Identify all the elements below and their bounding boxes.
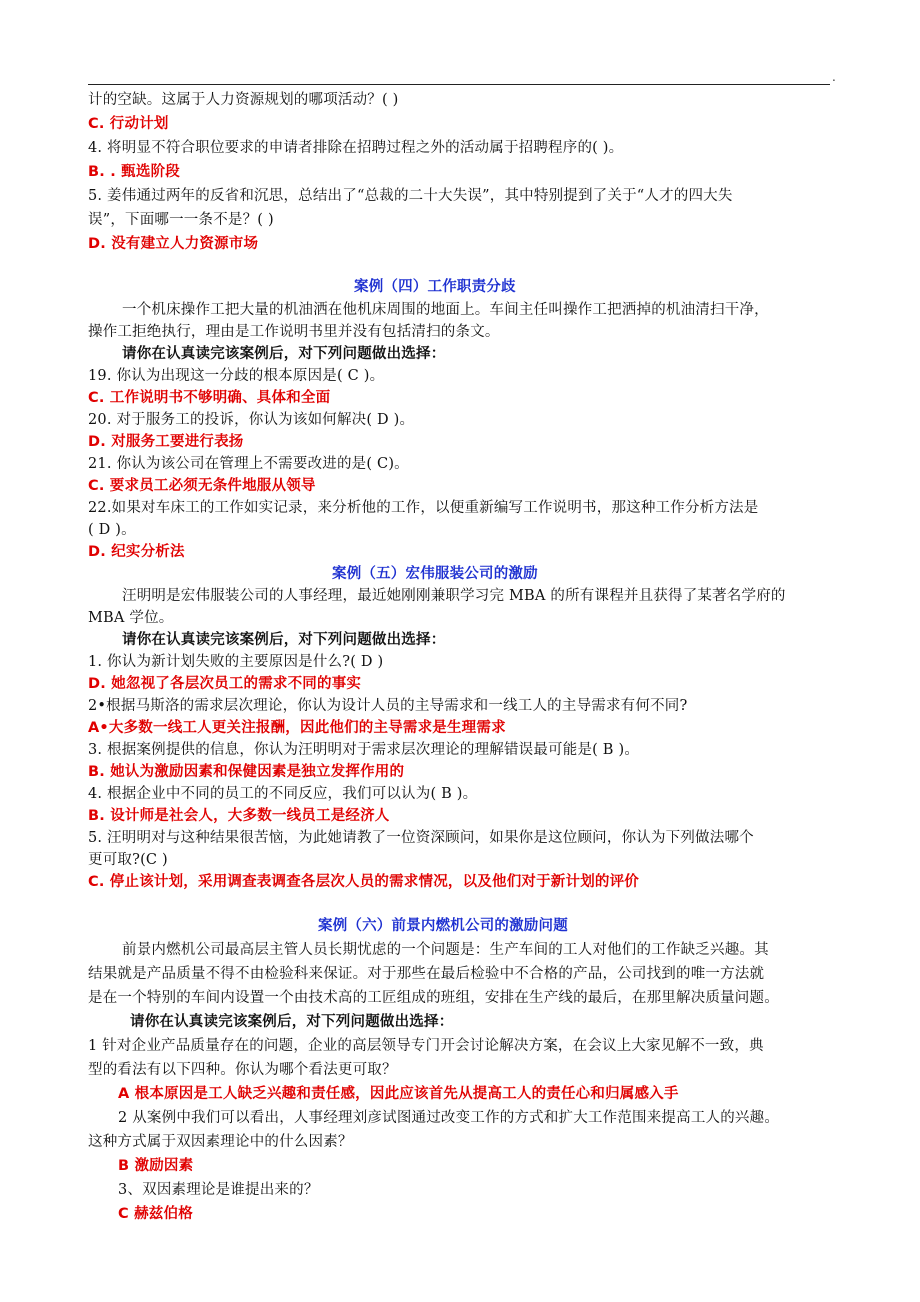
question-text: 更可取?(C ) — [88, 852, 168, 868]
answer-text: C. 行动计划 — [88, 116, 169, 132]
answer-text: D. 没有建立人力资源市场 — [88, 236, 259, 252]
answer-text: B. 设计师是社会人，大多数一线员工是经济人 — [88, 808, 390, 824]
question-text: ( D )。 — [88, 522, 136, 538]
question-text: 计的空缺。这属于人力资源规划的哪项活动？( ) — [88, 92, 399, 108]
question-text: 21. 你认为该公司在管理上不需要改进的是( C)。 — [88, 456, 409, 472]
case-title: 案例（四）工作职责分歧 — [354, 279, 516, 295]
answer-text: D. 对服务工要进行表扬 — [88, 434, 244, 450]
answer-text: C. 工作说明书不够明确、具体和全面 — [88, 390, 331, 406]
answer-text: C. 要求员工必须无条件地服从领导 — [88, 478, 316, 494]
instruction-text: 请你在认真读完该案例后，对下列问题做出选择： — [122, 346, 446, 362]
question-text: 3、双因素理论是谁提出来的？ — [118, 1182, 319, 1198]
question-text: 19. 你认为出现这一分歧的根本原因是( C )。 — [88, 368, 385, 384]
case-paragraph: 操作工拒绝执行，理由是工作说明书里并没有包括清扫的条文。 — [88, 324, 500, 340]
answer-text: C. 停止该计划，采用调查表调查各层次人员的需求情况，以及他们对于新计划的评价 — [88, 874, 639, 890]
answer-text: D. 她忽视了各层次员工的需求不同的事实 — [88, 676, 362, 692]
question-text: 20. 对于服务工的投诉，你认为该如何解决( D )。 — [88, 412, 415, 428]
case-paragraph: MBA 学位。 — [88, 610, 174, 626]
question-text: 这种方式属于双因素理论中的什么因素？ — [88, 1134, 353, 1150]
question-text: 型的看法有以下四种。你认为哪个看法更可取？ — [88, 1062, 397, 1078]
answer-text: B. . 甄选阶段 — [88, 164, 180, 180]
instruction-text: 请你在认真读完该案例后，对下列问题做出选择： — [122, 632, 446, 648]
case-title: 案例（六）前景内燃机公司的激励问题 — [318, 918, 568, 934]
header-corner-mark: . — [832, 70, 836, 84]
question-text: 1. 你认为新计划失败的主要原因是什么?( D ) — [88, 654, 384, 670]
question-text: 22.如果对车床工的工作如实记录，来分析他的工作，以便重新编写工作说明书，那这种工作分析方法是 — [88, 500, 759, 516]
case-paragraph: 是在一个特别的车间内设置一个由技术高的工匠组成的班组，安排在生产线的最后，在那里解决质量问题。 — [88, 990, 779, 1006]
instruction-text: 请你在认真读完该案例后，对下列问题做出选择： — [130, 1014, 454, 1030]
header-rule — [88, 84, 830, 85]
case-paragraph: 汪明明是宏伟服装公司的人事经理，最近她刚刚兼职学习完 MBA 的所有课程并且获得了某著名学府的 — [122, 588, 786, 604]
answer-text: D. 纪实分析法 — [88, 544, 185, 560]
case-paragraph: 前景内燃机公司最高层主管人员长期忧虑的一个问题是：生产车间的工人对他们的工作缺乏兴趣。其 — [122, 942, 769, 958]
answer-text: C 赫兹伯格 — [118, 1206, 193, 1222]
question-text: 5. 姜伟通过两年的反省和沉思，总结出了“总裁的二十大失误”，其中特别提到了关于“人才的四大失 — [88, 188, 733, 204]
question-text: 4. 将明显不符合职位要求的申请者排除在招聘过程之外的活动属于招聘程序的( )。 — [88, 140, 624, 156]
answer-text: A 根本原因是工人缺乏兴趣和责任感，因此应该首先从提高工人的责任心和归属感入手 — [118, 1086, 679, 1102]
answer-text: B. 她认为激励因素和保健因素是独立发挥作用的 — [88, 764, 405, 780]
case-paragraph: 一个机床操作工把大量的机油洒在他机床周围的地面上。车间主任叫操作工把洒掉的机油清扫干净， — [122, 302, 769, 318]
question-text: 误”，下面哪一一条不是？( ) — [88, 212, 274, 228]
question-text: 1 针对企业产品质量存在的问题，企业的高层领导专门开会讨论解决方案，在会议上大家见解不一致，典 — [88, 1038, 764, 1054]
question-text: 5. 汪明明对与这种结果很苦恼，为此她请教了一位资深顾问，如果你是这位顾问，你认为下列做法哪个 — [88, 830, 754, 846]
question-text: 2•根据马斯洛的需求层次理论，你认为设计人员的主导需求和一线工人的主导需求有何不同? — [88, 698, 688, 714]
question-text: 4. 根据企业中不同的员工的不同反应，我们可以认为( B )。 — [88, 786, 478, 802]
answer-text: B 激励因素 — [118, 1158, 194, 1174]
answer-text: A•大多数一线工人更关注报酬，因此他们的主导需求是生理需求 — [88, 720, 506, 736]
question-text: 3. 根据案例提供的信息，你认为汪明明对于需求层次理论的理解错误最可能是( B )。 — [88, 742, 640, 758]
case-paragraph: 结果就是产品质量不得不由检验科来保证。对于那些在最后检验中不合格的产品，公司找到的唯一方法就 — [88, 966, 765, 982]
case-title: 案例（五）宏伟服装公司的激励 — [332, 566, 538, 582]
question-text: 2 从案例中我们可以看出，人事经理刘彦试图通过改变工作的方式和扩大工作范围来提高工人的兴趣。 — [118, 1110, 780, 1126]
